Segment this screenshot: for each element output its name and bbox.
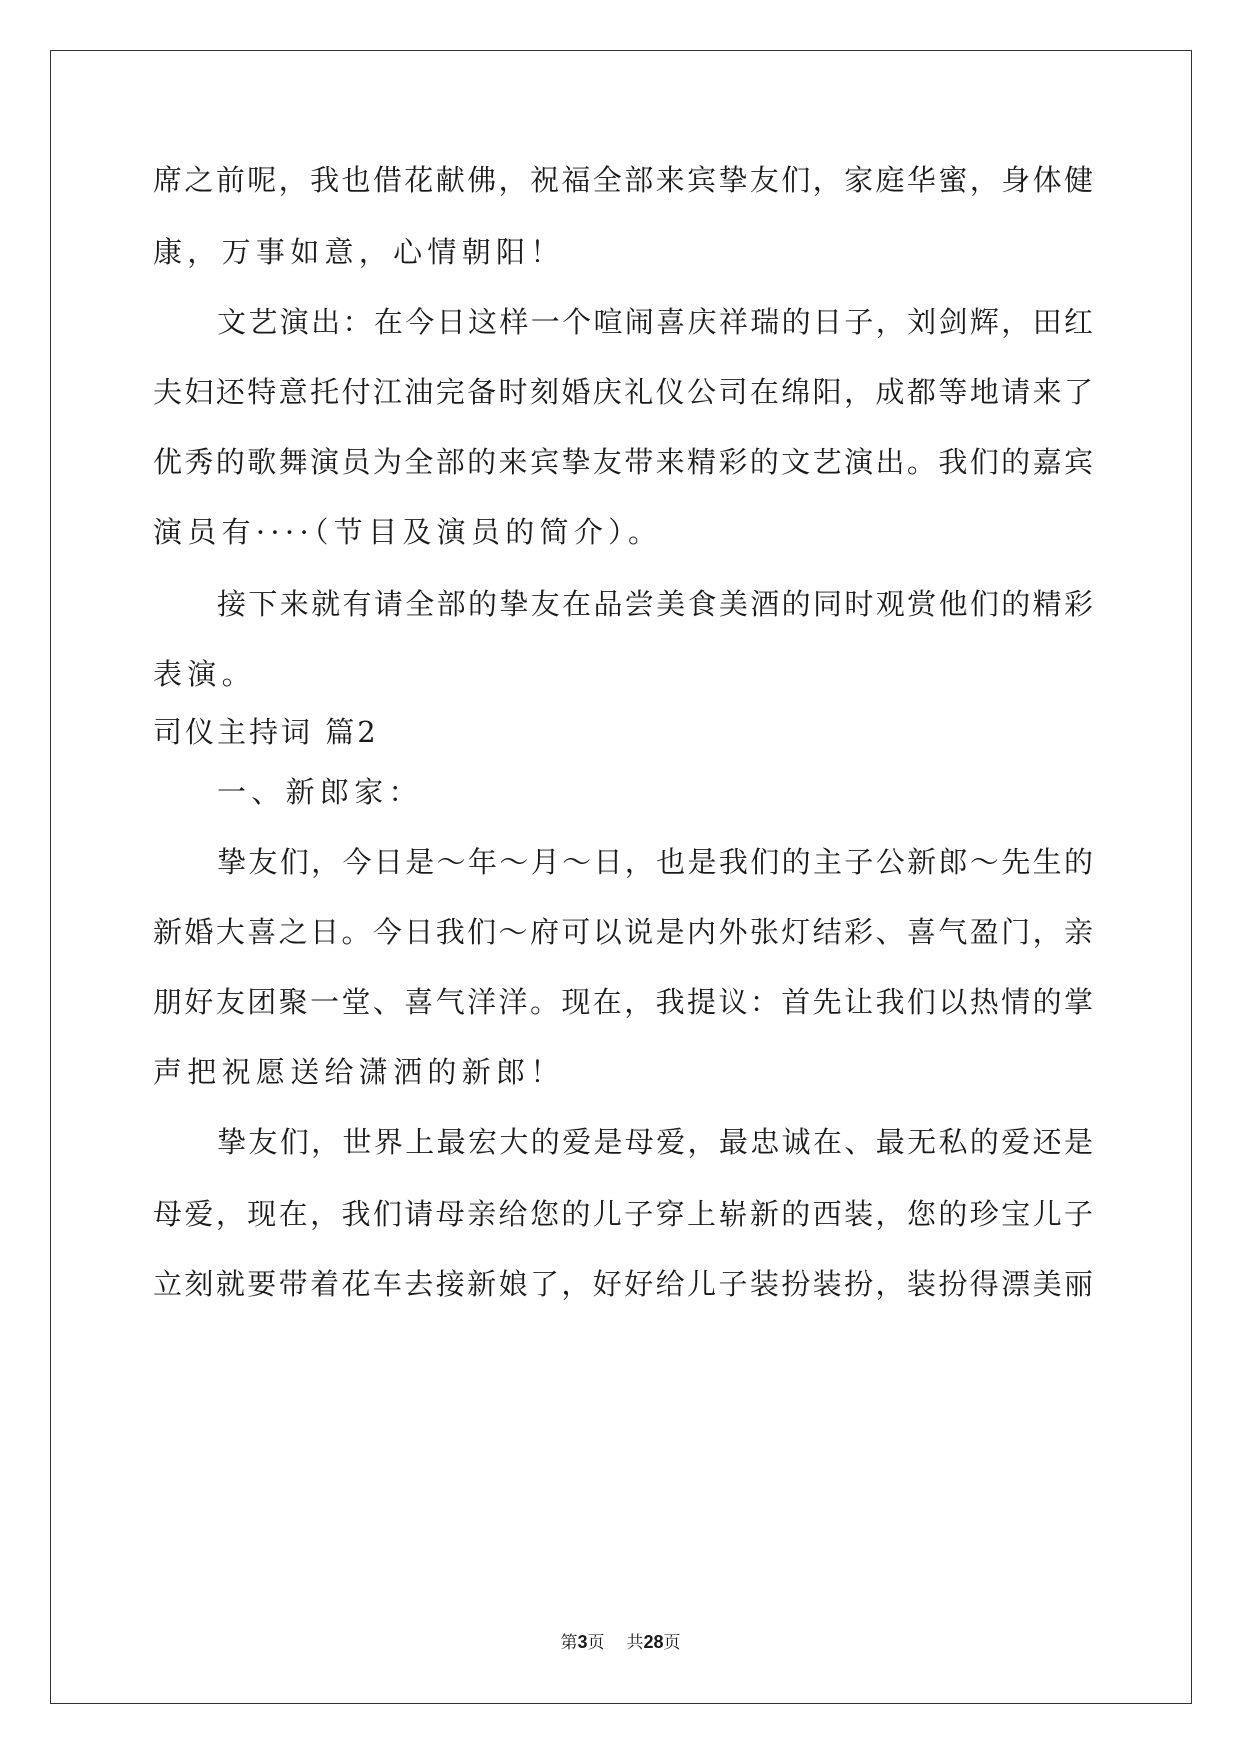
text-line-12: 新婚大喜之日。今日我们～府可以说是内外张灯结彩、喜气盈门，亲 bbox=[153, 915, 1093, 949]
text-line-13: 朋好友团聚一堂、喜气洋洋。现在，我提议：首先让我们以热情的掌 bbox=[153, 985, 1093, 1019]
text-line-1: 席之前呢，我也借花献佛，祝福全部来宾挚友们，家庭华蜜，身体健 bbox=[153, 163, 1093, 197]
text-line-5: 优秀的歌舞演员为全部的来宾挚友带来精彩的文艺演出。我们的嘉宾 bbox=[153, 445, 1093, 479]
text-line-8: 表演。 bbox=[153, 657, 256, 691]
text-line-15: 挚友们，世界上最宏大的爱是母爱，最忠诚在、最无私的爱还是 bbox=[217, 1125, 1093, 1159]
text-line-2: 康，万事如意，心情朝阳！ bbox=[153, 235, 565, 269]
text-line-4: 夫妇还特意托付江油完备时刻婚庆礼仪公司在绵阳，成都等地请来了 bbox=[153, 375, 1093, 409]
footer-page-prefix: 第 bbox=[560, 1633, 578, 1653]
footer-page-label: 页 bbox=[587, 1633, 605, 1653]
footer-page-current: 3 bbox=[577, 1632, 588, 1652]
text-line-14: 声把祝愿送给潇洒的新郎！ bbox=[153, 1055, 565, 1089]
section-heading: 司仪主持词 篇2 bbox=[153, 715, 379, 749]
text-line-7: 接下来就有请全部的挚友在品尝美食美酒的同时观赏他们的精彩 bbox=[217, 587, 1093, 621]
footer-page-total: 28 bbox=[643, 1632, 664, 1652]
text-line-16: 母爱，现在，我们请母亲给您的儿子穿上崭新的西装，您的珍宝儿子 bbox=[153, 1197, 1093, 1231]
footer-total-label: 页 bbox=[663, 1633, 681, 1653]
footer-total-prefix: 共 bbox=[626, 1633, 644, 1653]
text-line-6: 演员有····（节目及演员的简介）。 bbox=[153, 515, 663, 549]
text-line-11: 挚友们，今日是～年～月～日，也是我们的主子公新郎～先生的 bbox=[217, 845, 1093, 879]
text-line-3: 文艺演出：在今日这样一个喧闹喜庆祥瑞的日子，刘剑辉，田红 bbox=[217, 305, 1093, 339]
page-footer bbox=[0, 1630, 1241, 1655]
text-line-17: 立刻就要带着花车去接新娘了，好好给儿子装扮装扮，装扮得漂美丽 bbox=[153, 1267, 1093, 1301]
text-line-10: 一、新郎家： bbox=[217, 775, 423, 809]
